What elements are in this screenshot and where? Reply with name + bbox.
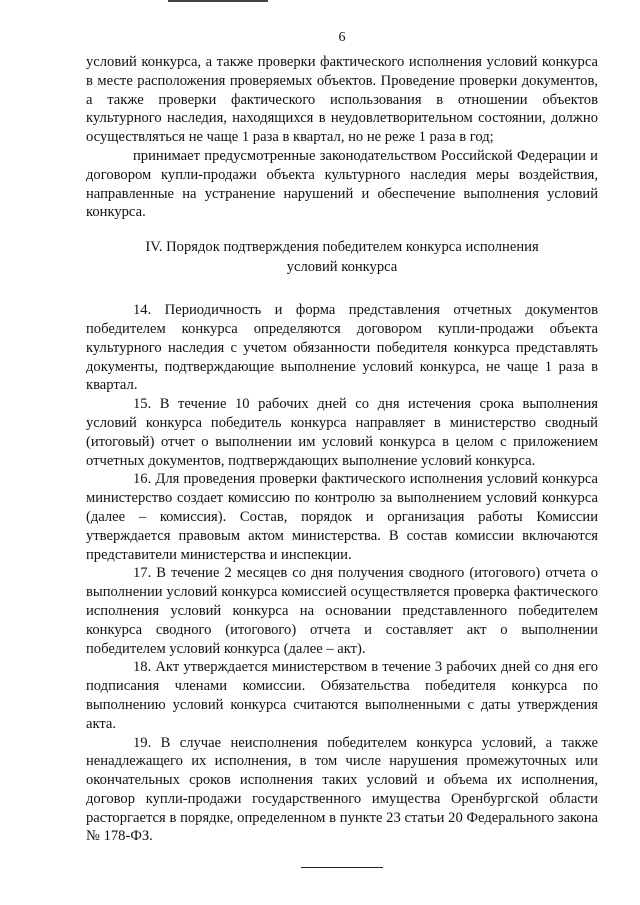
clause-19: 19. В случае неисполнения победителем конкурса условий, а также ненадлежащего их исполнения, в том числе нарушения промежуточных или окончательных сроков исполнения таких условий и объема их исполнения, договор купли-продажи государственного имущества Оренбургской области расторгается в порядке, определенном в пункте 23 статьи 20 Федерального закона № 178-ФЗ. xyxy=(86,734,598,845)
paragraph-continuation: условий конкурса, а также проверки фактического исполнения условий конкурса в месте расположения проверяемых объектов. Проведение проверки документов, а также проверки фактического использования в отношении объектов культурного наследия, находящихся в неудовлетворительном состоянии, должно осуществляться не чаще 1 раза в квартал, но не реже 1 раза в год; xyxy=(86,54,598,146)
section-title-line: условий конкурса xyxy=(286,259,398,276)
end-rule-divider xyxy=(301,867,383,868)
section-title-line: IV. Порядок подтверждения победителем конкурса исполнения xyxy=(145,239,539,256)
document-body xyxy=(86,53,598,868)
section-title xyxy=(86,237,598,277)
paragraph-measures: принимает предусмотренные законодательством Российской Федерации и договором купли-продажи объекта культурного наследия меры воздействия, направленные на устранение нарушений и обеспечение выполнения условий конкурса. xyxy=(86,147,598,221)
page-number: 6 xyxy=(338,30,346,45)
clause-16: 16. Для проведения проверки фактического исполнения условий конкурса министерство создает комиссию по контролю за выполнением условий конкурса (далее – комиссия). Состав, порядок и организация работы Комиссии утверждается правовым актом министерства. В состав комиссии включаются представители министерства и инспекции. xyxy=(86,471,598,563)
clause-15: 15. В течение 10 рабочих дней со дня истечения срока выполнения условий конкурса победитель конкурса направляет в министерство сводный (итоговый) отчет о выполнении им условий конкурса в целом с приложением отчетных документов, подтверждающих выполнение условий конкурса. xyxy=(86,396,598,469)
clause-17: 17. В течение 2 месяцев со дня получения сводного (итогового) отчета о выполнении условий конкурса комиссией осуществляется проверка фактического исполнения условий конкурса на основании представленного победителем конкурса сводного (итогового) отчета и составляет акт о выполнении победителем условий конкурса (далее – акт). xyxy=(86,565,598,657)
clause-14: 14. Периодичность и форма представления отчетных документов победителем конкурса определяются договором купли-продажи объекта культурного наследия с учетом обязанности победителя конкурса представлять документы, подтверждающие выполнение условий конкурса, не чаще 1 раза в квартал. xyxy=(86,302,598,394)
clause-18: 18. Акт утверждается министерством в течение 3 рабочих дней со дня его подписания членами комиссии. Обязательства победителя конкурса по выполнению условий конкурса считаются выполненными с даты утверждения акта. xyxy=(86,659,598,732)
document-page xyxy=(86,0,598,905)
